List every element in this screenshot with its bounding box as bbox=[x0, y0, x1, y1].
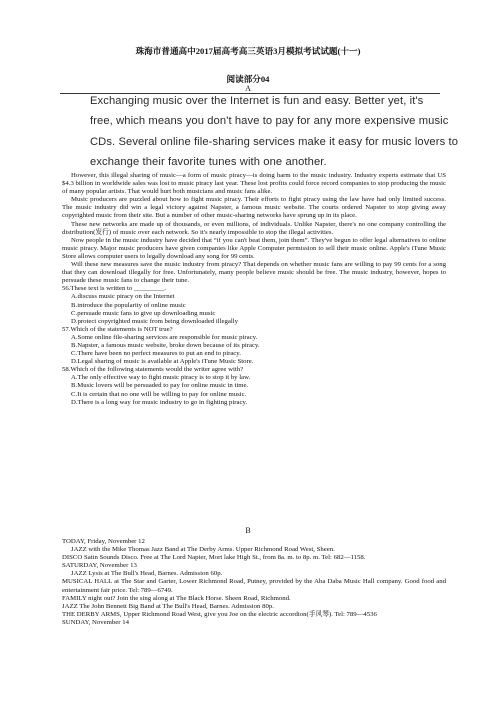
paragraph: However, this illegal sharing of music—a form of music piracy—is doing harm to the music industry. Industry experts estimate that US $4.3 billion in worldwide sales was lost to music piracy last year. These lost profits could force record companies to stop producing the music of many popular artists. That would hurt both musicians and music fans alike. bbox=[62, 172, 446, 196]
question-stem: 58.Which of the following statements would the writer agree with? bbox=[62, 366, 244, 374]
listing-line: JAZZ Lysis at The Bull's Head, Barnes. Admission 60p. bbox=[71, 570, 223, 578]
scanned-intro-line: Exchanging music over the Internet is fun and easy. Better yet, it's bbox=[90, 95, 424, 107]
listing-line: MUSICAL HALL at The Star and Garter, Lower Richmond Road, Putney, provided by the Aba Daba Music Hall company. Good food and entertainment fair price. Tel: 789—6749. bbox=[62, 578, 446, 594]
answer-option: D.Legal sharing of music is available at Apple's iTune Music Store. bbox=[71, 358, 254, 366]
listing-line: FAMILY night out? Join the sing along at The Black Horse. Sheen Road, Richmond. bbox=[62, 594, 291, 602]
question-stem: 57.Which of the statements is NOT true? bbox=[62, 325, 173, 333]
passage-b-body bbox=[62, 538, 446, 627]
paragraph: These new networks are made up of thousands, or even millions, of individuals. Unlike Napster, there's no one company controlling the distribution(发行) of music over each network. So it's nearly impossible to stop the illegal activities. bbox=[62, 220, 446, 236]
answer-option: B.Music lovers will be persuaded to pay for online music in time. bbox=[71, 382, 249, 390]
answer-option: A.discuss music piracy on the Internet bbox=[71, 293, 175, 301]
scanned-intro-line: CDs. Several online file-sharing services make it easy for music lovers to bbox=[90, 136, 459, 148]
part-a-label: A bbox=[245, 84, 251, 93]
scanned-intro-line: exchange their favorite tunes with one another. bbox=[90, 156, 327, 168]
section-heading: 阅读部分04 bbox=[226, 74, 270, 84]
listing-line: JAZZ with the Mike Thomas Jazz Band at The Derby Arms. Upper Richmond Road West, Sheen. bbox=[71, 546, 335, 554]
part-b-label: B bbox=[245, 526, 251, 535]
listing-line: TODAY, Friday, November 12 bbox=[62, 538, 145, 545]
paragraph: Music producers are puzzled about how to fight music piracy. Their efforts to fight piracy using the law have had only limited success. The music industry did win a legal victory against Napster, a famous music website. The courts ordered Napster to stop giving away copyrighted music from their site. But a number of other music-sharing networks have sprung up in its place. bbox=[62, 196, 446, 220]
paragraph: Now people in the music industry have decided that “if you can't beat them, join them”. They've begun to offer legal alternatives to online music piracy. Major music producers have given companies like Apple Computer permission to sell their music online. Apple's iTune Music Store allows computer users to legally download any song for 99 cents. bbox=[62, 236, 446, 260]
listing-line: SUNDAY, November 14 bbox=[62, 618, 129, 626]
answer-option: A.Some online file-sharing services are responsible for music piracy. bbox=[71, 333, 258, 341]
paragraph: Will these new measures save the music industry from piracy? That depends on whether music fans are willing to pay 99 cents for a song that they can download illegally for free. Unfortunately, many people believe music should be free. The music industry, however, hopes to persuade these music fans to change their tune. bbox=[62, 261, 446, 285]
listing-line: THE DERBY ARMS, Upper Richmond Road West, give you Joe on the electric accordion(手风琴). Tel: 789—4536 bbox=[62, 610, 377, 618]
answer-option: D.There is a long way for music industry to go in fighting piracy. bbox=[71, 398, 248, 406]
scanned-intro-line: free, which means you don't have to pay for any more expensive music bbox=[90, 115, 449, 127]
document-title: 珠海市普通高中2017届高考高三英语3月模拟考试试题(十一) bbox=[135, 46, 361, 56]
answer-option: C.persuade music fans to give up downloading music bbox=[71, 309, 216, 317]
listing-line: DISCO Satin Sounds Disco. Free at The Lord Napier, Mort lake High St., from 8a. m. to 8p. m. Tel: 682—1158. bbox=[62, 554, 366, 562]
answer-option: B.introduce the popularity of online music bbox=[71, 301, 186, 309]
listing-line: JAZZ The John Bennett Big Band at The Bull's Head, Barnes. Admission 80p. bbox=[62, 602, 274, 610]
listing-line: SATURDAY, November 13 bbox=[62, 562, 137, 570]
answer-option: C.It is certain that no one will be willing to pay for online music. bbox=[71, 390, 247, 398]
question-stem: 56.These text is written to _________. bbox=[62, 285, 167, 293]
answer-option: B.Napster, a famous music website, broke down because of its piracy. bbox=[71, 341, 260, 349]
divider-line bbox=[60, 93, 440, 94]
answer-option: D.protect copyrighted music from being downloaded illegally bbox=[71, 317, 239, 325]
passage-a-body bbox=[62, 172, 446, 407]
answer-option: A.The only effective way to fight music piracy is to stop it by law. bbox=[71, 374, 251, 382]
answer-option: C.There have been no perfect measures to put an end to piracy. bbox=[71, 350, 241, 358]
